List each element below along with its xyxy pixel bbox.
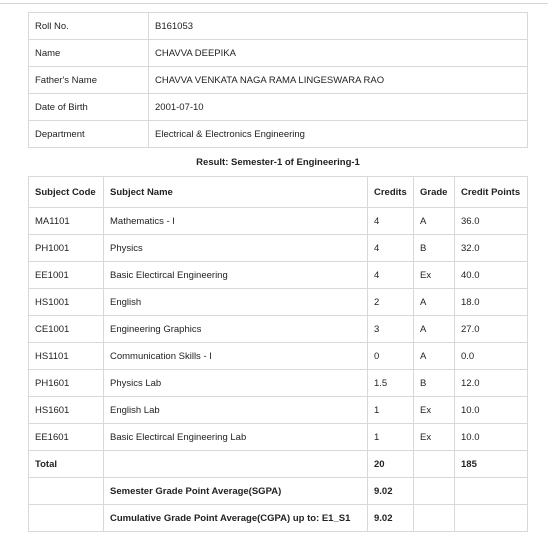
cgpa-empty-grade [414, 505, 455, 532]
total-row [29, 451, 528, 478]
credits: 4 [368, 208, 414, 235]
subject-name: Mathematics - I [104, 208, 368, 235]
info-label: Date of Birth [29, 94, 149, 121]
credit-points: 0.0 [455, 343, 528, 370]
cgpa-row [29, 505, 528, 532]
subject-code: MA1101 [29, 208, 104, 235]
sgpa-empty [29, 478, 104, 505]
info-value: CHAVVA VENKATA NAGA RAMA LINGESWARA RAO [149, 67, 528, 94]
credit-points: 18.0 [455, 289, 528, 316]
total-credits: 20 [368, 451, 414, 478]
subject-code: HS1001 [29, 289, 104, 316]
subject-name: English Lab [104, 397, 368, 424]
total-label: Total [29, 451, 104, 478]
grade: B [414, 235, 455, 262]
subject-code: CE1001 [29, 316, 104, 343]
student-info-row [29, 94, 528, 121]
info-label: Department [29, 121, 149, 148]
info-value: Electrical & Electronics Engineering [149, 121, 528, 148]
sgpa-value: 9.02 [368, 478, 414, 505]
subject-code: HS1601 [29, 397, 104, 424]
sgpa-empty-grade [414, 478, 455, 505]
subject-name: Physics [104, 235, 368, 262]
header-credit-points: Credit Points [455, 177, 528, 208]
credits: 4 [368, 262, 414, 289]
info-value: 2001-07-10 [149, 94, 528, 121]
subject-code: PH1601 [29, 370, 104, 397]
student-info-row [29, 67, 528, 94]
subject-name: Basic Electircal Engineering Lab [104, 424, 368, 451]
credit-points: 12.0 [455, 370, 528, 397]
credit-points: 10.0 [455, 424, 528, 451]
credits: 2 [368, 289, 414, 316]
top-divider [0, 3, 548, 4]
grade: Ex [414, 424, 455, 451]
grade: Ex [414, 262, 455, 289]
grade: A [414, 343, 455, 370]
subject-code: HS1101 [29, 343, 104, 370]
total-points: 185 [455, 451, 528, 478]
info-label: Name [29, 40, 149, 67]
credit-points: 27.0 [455, 316, 528, 343]
grade: A [414, 208, 455, 235]
credits: 1.5 [368, 370, 414, 397]
subject-code: PH1001 [29, 235, 104, 262]
result-row [29, 316, 528, 343]
credits: 0 [368, 343, 414, 370]
student-info-row [29, 40, 528, 67]
grade: A [414, 316, 455, 343]
result-row [29, 289, 528, 316]
result-row [29, 370, 528, 397]
cgpa-label: Cumulative Grade Point Average(CGPA) up to: E1_S1 [104, 505, 368, 532]
header-grade: Grade [414, 177, 455, 208]
result-row [29, 262, 528, 289]
cgpa-empty [29, 505, 104, 532]
result-row [29, 208, 528, 235]
subject-code: EE1001 [29, 262, 104, 289]
student-info-table [28, 12, 528, 148]
credit-points: 32.0 [455, 235, 528, 262]
info-label: Roll No. [29, 13, 149, 40]
credit-points: 10.0 [455, 397, 528, 424]
result-row [29, 397, 528, 424]
subject-name: English [104, 289, 368, 316]
grade: B [414, 370, 455, 397]
credit-points: 40.0 [455, 262, 528, 289]
credits: 3 [368, 316, 414, 343]
info-label: Father's Name [29, 67, 149, 94]
info-value: CHAVVA DEEPIKA [149, 40, 528, 67]
subject-name: Basic Electircal Engineering [104, 262, 368, 289]
result-table [28, 176, 528, 532]
student-info-row [29, 121, 528, 148]
sgpa-empty-points [455, 478, 528, 505]
result-caption: Result: Semester-1 of Engineering-1 [196, 157, 360, 168]
subject-name: Communication Skills - I [104, 343, 368, 370]
credit-points: 36.0 [455, 208, 528, 235]
credits: 1 [368, 397, 414, 424]
cgpa-value: 9.02 [368, 505, 414, 532]
student-info-row [29, 13, 528, 40]
sgpa-row [29, 478, 528, 505]
header-subject-code: Subject Code [29, 177, 104, 208]
grade: Ex [414, 397, 455, 424]
result-row [29, 424, 528, 451]
result-header-row [29, 177, 528, 208]
result-row [29, 343, 528, 370]
header-credits: Credits [368, 177, 414, 208]
header-subject-name: Subject Name [104, 177, 368, 208]
total-grade-empty [414, 451, 455, 478]
result-row [29, 235, 528, 262]
sgpa-label: Semester Grade Point Average(SGPA) [104, 478, 368, 505]
cgpa-empty-points [455, 505, 528, 532]
credits: 1 [368, 424, 414, 451]
credits: 4 [368, 235, 414, 262]
subject-name: Physics Lab [104, 370, 368, 397]
info-value: B161053 [149, 13, 528, 40]
subject-code: EE1601 [29, 424, 104, 451]
grade: A [414, 289, 455, 316]
subject-name: Engineering Graphics [104, 316, 368, 343]
total-empty [104, 451, 368, 478]
